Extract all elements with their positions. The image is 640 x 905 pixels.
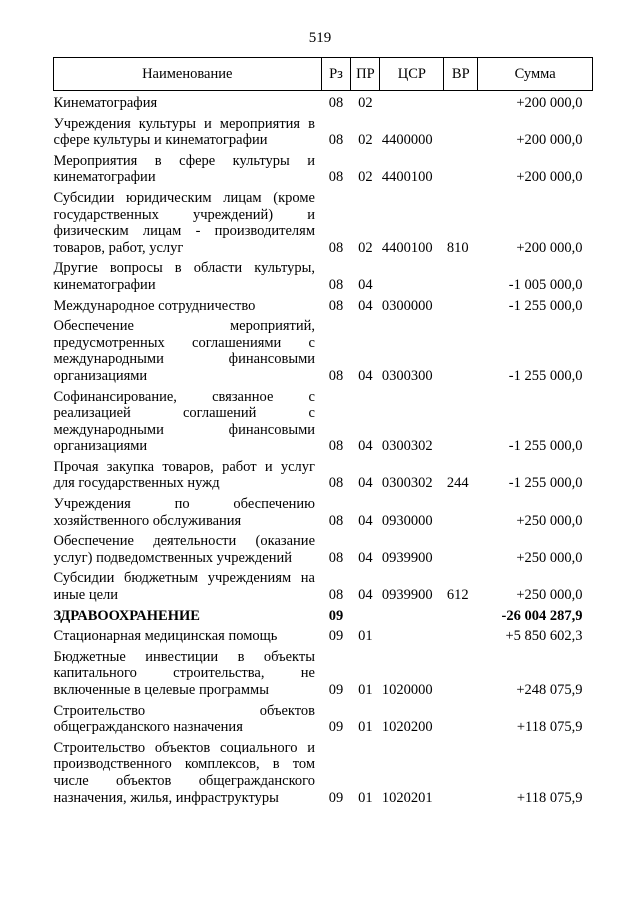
row-csr (380, 624, 444, 645)
row-vr: 612 (446, 587, 469, 604)
table-row (54, 566, 593, 603)
row-name: Софинансирование, связанное с реализацией соглашений с международными финансовыми организациями (53, 388, 315, 455)
row-csr: 0300300 (381, 367, 433, 384)
row-vr (444, 256, 478, 293)
row-rz: 08 (328, 95, 344, 111)
row-sum: -1 255 000,0 (508, 475, 583, 492)
row-name: Учреждения по обеспечению хозяйственного обслуживания (53, 496, 315, 529)
table-row (54, 385, 593, 455)
row-vr: 810 (446, 239, 469, 256)
table-header-row (54, 58, 593, 91)
table-row (54, 294, 593, 315)
table-row (54, 624, 593, 645)
row-name: Мероприятия в сфере культуры и кинематографии (53, 152, 315, 186)
row-sum: -1 255 000,0 (508, 367, 583, 384)
row-sum: -1 005 000,0 (508, 276, 583, 293)
row-sum: +200 000,0 (516, 169, 583, 186)
row-name: Субсидии юридическим лицам (кроме государственных учреждений) и физическим лицам - производителям товаров, работ, услуг (53, 189, 315, 256)
header-name: Наименование (54, 58, 322, 91)
header-sum: Сумма (478, 58, 593, 91)
row-rz: 08 (328, 587, 344, 604)
row-vr (444, 294, 478, 315)
row-pr: 01 (358, 789, 373, 806)
row-rz: 09 (328, 719, 344, 736)
row-vr: 244 (446, 475, 469, 492)
row-csr: 4400000 (381, 132, 433, 149)
row-sum: +250 000,0 (516, 549, 583, 566)
row-vr (444, 699, 478, 736)
row-pr: 02 (358, 132, 373, 149)
table-row (54, 455, 593, 492)
row-rz: 08 (328, 512, 344, 529)
row-vr (444, 624, 478, 645)
row-vr (444, 385, 478, 455)
row-rz: 08 (328, 132, 344, 149)
row-name: Стационарная медицинская помощь (53, 628, 278, 645)
row-sum: -26 004 287,9 (501, 607, 583, 624)
row-rz: 08 (328, 438, 344, 455)
row-rz: 08 (328, 239, 344, 256)
row-csr: 0300302 (381, 475, 433, 492)
row-csr: 1020200 (381, 719, 433, 736)
row-rz: 08 (328, 276, 344, 293)
table-row (54, 699, 593, 736)
table-row (54, 604, 593, 625)
row-sum: +200 000,0 (516, 95, 583, 111)
row-pr: 04 (358, 276, 373, 293)
row-sum: +248 075,9 (516, 682, 583, 698)
row-rz: 08 (328, 475, 344, 492)
header-rz: Рз (321, 58, 351, 91)
row-rz: 08 (328, 549, 344, 566)
row-sum: +250 000,0 (516, 587, 583, 604)
row-csr: 0930000 (381, 512, 433, 529)
row-name: ЗДРАВООХРАНЕНИЕ (53, 607, 200, 624)
row-csr (380, 256, 444, 293)
row-csr: 4400100 (381, 239, 433, 256)
table-row (54, 645, 593, 699)
row-csr: 0939900 (381, 549, 433, 566)
table-row (54, 186, 593, 256)
row-rz: 09 (328, 789, 344, 806)
row-pr (351, 604, 380, 625)
row-csr: 4400100 (381, 169, 433, 186)
header-csr: ЦСР (380, 58, 444, 91)
table-row (54, 256, 593, 293)
row-rz: 08 (328, 297, 344, 314)
row-pr: 04 (358, 549, 373, 566)
row-name: Строительство объектов социального и производственного комплексов, в том числе объектов общегражданского назначения, жилья, инфраструктуры (53, 739, 315, 806)
header-vr: ВР (444, 58, 478, 91)
row-pr: 02 (358, 239, 373, 256)
row-vr (444, 645, 478, 699)
row-vr (444, 314, 478, 384)
row-sum: +118 075,9 (516, 789, 583, 806)
row-sum: -1 255 000,0 (508, 297, 583, 314)
row-sum: +5 850 602,3 (505, 628, 583, 645)
table-row (54, 112, 593, 149)
row-name: Международное сотрудничество (53, 297, 256, 314)
row-csr (380, 604, 444, 625)
table-row (54, 149, 593, 186)
row-vr (444, 604, 478, 625)
page-number: 519 (308, 30, 332, 46)
row-vr (444, 529, 478, 566)
row-sum: +200 000,0 (516, 132, 583, 149)
row-name: Обеспечение мероприятий, предусмотренных соглашениями с международными финансовыми организациями (53, 318, 315, 384)
row-sum: +200 000,0 (516, 239, 583, 256)
row-rz: 09 (328, 628, 344, 645)
row-name: Кинематография (53, 95, 158, 111)
row-rz: 08 (328, 169, 344, 186)
table-row (54, 314, 593, 384)
budget-table (53, 57, 593, 806)
row-pr: 04 (358, 475, 373, 492)
row-pr: 04 (358, 297, 373, 314)
table-row (54, 529, 593, 566)
row-csr: 0300000 (381, 297, 433, 314)
row-csr: 0300302 (381, 438, 433, 455)
table-row (54, 736, 593, 806)
row-vr (444, 112, 478, 149)
row-pr: 04 (358, 587, 373, 604)
row-name: Другие вопросы в области культуры, кинематографии (53, 260, 315, 293)
table-row (54, 492, 593, 529)
row-pr: 04 (358, 367, 373, 384)
row-pr: 01 (358, 628, 373, 645)
table-row (54, 91, 593, 112)
row-rz: 09 (328, 682, 344, 698)
row-vr (444, 91, 478, 112)
row-vr (444, 492, 478, 529)
row-rz: 09 (328, 607, 344, 624)
row-pr: 04 (358, 512, 373, 529)
row-sum: +250 000,0 (516, 512, 583, 529)
row-vr (444, 736, 478, 806)
row-csr: 0939900 (381, 587, 433, 604)
row-pr: 01 (358, 719, 373, 736)
row-pr: 02 (358, 169, 373, 186)
row-name: Прочая закупка товаров, работ и услуг для государственных нужд (53, 458, 315, 492)
row-vr (444, 149, 478, 186)
row-pr: 02 (358, 95, 373, 111)
row-name: Обеспечение деятельности (оказание услуг) подведомственных учреждений (53, 533, 315, 566)
row-sum: -1 255 000,0 (508, 438, 583, 455)
row-name: Субсидии бюджетным учреждениям на иные цели (53, 570, 315, 604)
row-sum: +118 075,9 (516, 719, 583, 736)
row-csr: 1020000 (381, 682, 433, 698)
row-csr (380, 91, 444, 112)
row-pr: 01 (358, 682, 373, 698)
header-pr: ПР (351, 58, 380, 91)
row-csr: 1020201 (381, 789, 433, 806)
row-name: Учреждения культуры и мероприятия в сфере культуры и кинематографии (53, 115, 315, 149)
row-name: Бюджетные инвестиции в объекты капитального строительства, не включенные в целевые программы (53, 648, 315, 698)
row-pr: 04 (358, 438, 373, 455)
row-rz: 08 (328, 367, 344, 384)
row-name: Строительство объектов общегражданского назначения (53, 702, 315, 736)
